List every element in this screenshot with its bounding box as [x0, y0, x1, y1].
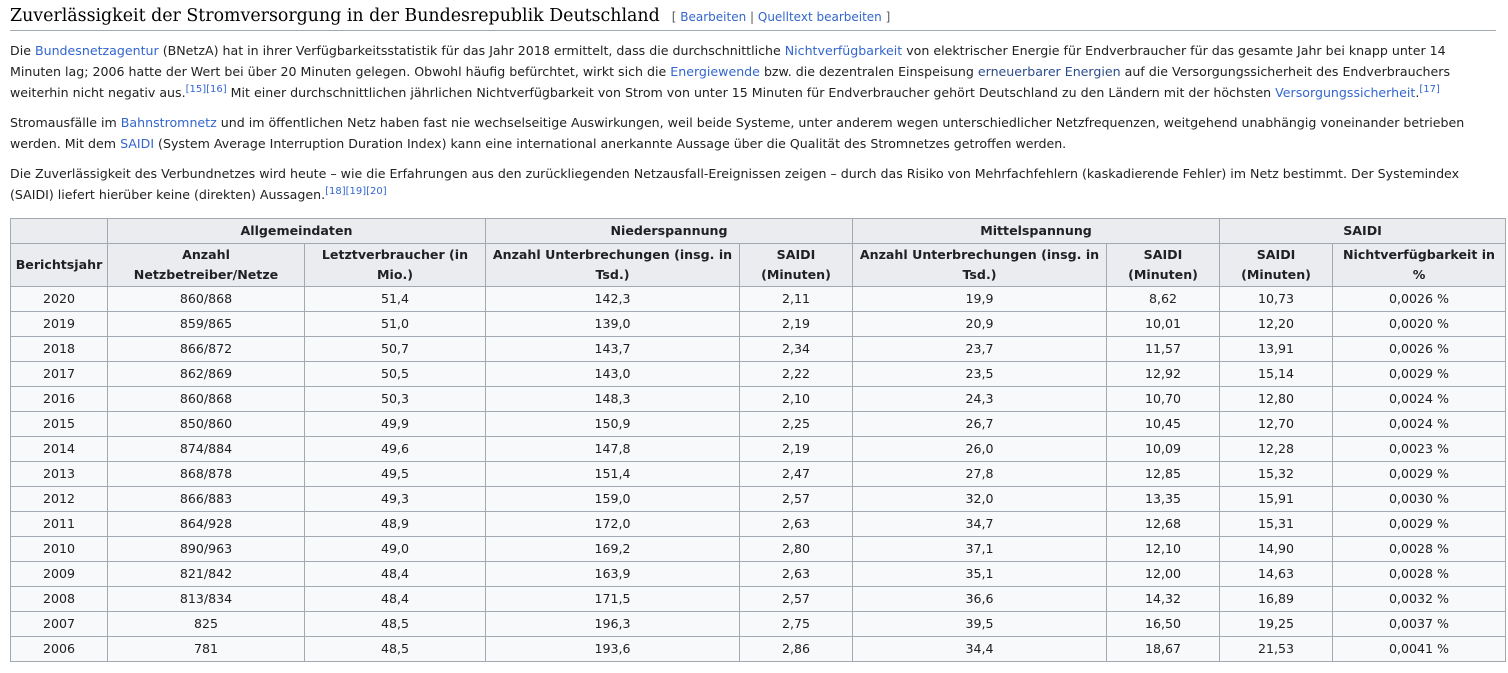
table-cell: 12,85: [1107, 462, 1220, 487]
ref-18[interactable]: [18]: [325, 185, 346, 197]
table-cell: 12,20: [1220, 312, 1333, 337]
table-cell: 0,0024 %: [1333, 412, 1506, 437]
table-cell: 860/868: [108, 387, 305, 412]
table-cell: 2014: [11, 437, 108, 462]
column-header: SAIDI (Minuten): [740, 244, 853, 287]
column-header: Anzahl Unterbrechungen (insg. in Tsd.): [853, 244, 1107, 287]
link-saidi[interactable]: SAIDI: [120, 136, 155, 151]
ref-17[interactable]: [17]: [1419, 83, 1440, 95]
ref-19[interactable]: [19]: [345, 185, 367, 197]
table-row: [11, 512, 1506, 537]
table-cell: 2017: [11, 362, 108, 387]
table-cell: 825: [108, 612, 305, 637]
table-cell: 15,91: [1220, 487, 1333, 512]
group-header-row: [11, 219, 1506, 244]
table-cell: 0,0029 %: [1333, 512, 1506, 537]
table-cell: 14,32: [1107, 587, 1220, 612]
table-cell: 48,5: [305, 612, 486, 637]
group-header: Allgemeindaten: [108, 219, 486, 244]
table-cell: 50,3: [305, 387, 486, 412]
table-cell: 48,4: [305, 587, 486, 612]
table-cell: 859/865: [108, 312, 305, 337]
table-cell: 12,00: [1107, 562, 1220, 587]
table-cell: 2016: [11, 387, 108, 412]
edit-separator: |: [746, 10, 758, 24]
section-heading: [10, 0, 1496, 31]
table-cell: 34,4: [853, 637, 1107, 662]
table-cell: 48,5: [305, 637, 486, 662]
p2-text-3: (System Average Interruption Duration Index) kann eine international anerkannte Aussage über die Qualität des Stromnetzes getroffen werden.: [154, 136, 1067, 151]
edit-bracket-close: ]: [881, 10, 891, 24]
edit-link[interactable]: Bearbeiten: [680, 10, 747, 24]
section-title: Zuverlässigkeit der Stromversorgung in der Bundesrepublik Deutschland: [10, 6, 660, 26]
table-cell: 2012: [11, 487, 108, 512]
table-cell: 10,73: [1220, 287, 1333, 312]
table-row: [11, 612, 1506, 637]
table-cell: 193,6: [486, 637, 740, 662]
table-cell: 2020: [11, 287, 108, 312]
table-cell: 0,0032 %: [1333, 587, 1506, 612]
table-cell: 142,3: [486, 287, 740, 312]
table-cell: 50,5: [305, 362, 486, 387]
table-cell: 813/834: [108, 587, 305, 612]
table-cell: 147,8: [486, 437, 740, 462]
table-row: [11, 362, 1506, 387]
table-cell: 15,14: [1220, 362, 1333, 387]
column-header: SAIDI (Minuten): [1107, 244, 1220, 287]
table-row: [11, 412, 1506, 437]
table-cell: 172,0: [486, 512, 740, 537]
table-cell: 27,8: [853, 462, 1107, 487]
link-bundesnetzagentur[interactable]: Bundesnetzagentur: [34, 43, 159, 58]
p2-text-1: Stromausfälle im: [10, 115, 121, 130]
table-cell: 13,35: [1107, 487, 1220, 512]
table-cell: 866/872: [108, 337, 305, 362]
table-cell: 148,3: [486, 387, 740, 412]
table-cell: 0,0026 %: [1333, 287, 1506, 312]
table-row: [11, 287, 1506, 312]
table-cell: 0,0030 %: [1333, 487, 1506, 512]
table-cell: 0,0026 %: [1333, 337, 1506, 362]
p1-text-3: von elektrischer Energie für Endverbraucher für das gesamte Jahr bei knapp unter 14 Minuten lag; 2006 hatte der Wert bei über 20 Minuten gelegen. Obwohl häufig befürchtet, wirkt sich die: [10, 43, 1446, 79]
link-nichtverfuegbarkeit[interactable]: Nichtverfügbarkeit: [784, 43, 903, 58]
table-cell: 12,70: [1220, 412, 1333, 437]
ref-16[interactable]: [16]: [206, 83, 227, 95]
table-row: [11, 487, 1506, 512]
table-cell: 8,62: [1107, 287, 1220, 312]
column-header: Anzahl Unterbrechungen (insg. in Tsd.): [486, 244, 740, 287]
table-cell: 2,86: [740, 637, 853, 662]
table-cell: 2013: [11, 462, 108, 487]
table-row: [11, 437, 1506, 462]
table-cell: 850/860: [108, 412, 305, 437]
column-header: Berichtsjahr: [11, 244, 108, 287]
table-cell: 15,32: [1220, 462, 1333, 487]
table-row: [11, 337, 1506, 362]
table-cell: 2,63: [740, 562, 853, 587]
column-header: SAIDI (Minuten): [1220, 244, 1333, 287]
table-cell: 48,4: [305, 562, 486, 587]
table-cell: 2,10: [740, 387, 853, 412]
table-cell: 10,01: [1107, 312, 1220, 337]
table-cell: 13,91: [1220, 337, 1333, 362]
table-row: [11, 562, 1506, 587]
table-cell: 12,92: [1107, 362, 1220, 387]
table-cell: 24,3: [853, 387, 1107, 412]
table-cell: 12,10: [1107, 537, 1220, 562]
table-cell: 0,0037 %: [1333, 612, 1506, 637]
table-cell: 0,0029 %: [1333, 362, 1506, 387]
table-row: [11, 587, 1506, 612]
table-cell: 19,25: [1220, 612, 1333, 637]
table-row: [11, 462, 1506, 487]
table-cell: 49,0: [305, 537, 486, 562]
table-cell: 23,5: [853, 362, 1107, 387]
table-cell: 864/928: [108, 512, 305, 537]
table-cell: 163,9: [486, 562, 740, 587]
table-cell: 16,50: [1107, 612, 1220, 637]
table-cell: 2,19: [740, 437, 853, 462]
table-cell: 2019: [11, 312, 108, 337]
table-cell: 12,68: [1107, 512, 1220, 537]
table-cell: 196,3: [486, 612, 740, 637]
table-cell: 16,89: [1220, 587, 1333, 612]
table-cell: 49,6: [305, 437, 486, 462]
edit-links: [672, 10, 891, 24]
table-cell: 2015: [11, 412, 108, 437]
table-cell: 10,70: [1107, 387, 1220, 412]
table-cell: 36,6: [853, 587, 1107, 612]
table-cell: 150,9: [486, 412, 740, 437]
table-cell: 2007: [11, 612, 108, 637]
table-cell: 2,63: [740, 512, 853, 537]
table-cell: 862/869: [108, 362, 305, 387]
column-header: Nichtverfügbarkeit in %: [1333, 244, 1506, 287]
table-cell: 143,7: [486, 337, 740, 362]
edit-source-link[interactable]: Quelltext bearbeiten: [757, 10, 882, 24]
table-cell: 2,57: [740, 487, 853, 512]
p1-text-2: (BNetzA) hat in ihrer Verfügbarkeitsstatistik für das Jahr 2018 ermittelt, dass die durchschnittliche: [158, 43, 785, 58]
group-header: Mittelspannung: [853, 219, 1220, 244]
column-header-row: [11, 244, 1506, 287]
table-cell: 48,9: [305, 512, 486, 537]
table-cell: 26,0: [853, 437, 1107, 462]
link-bahnstromnetz[interactable]: Bahnstromnetz: [120, 115, 217, 130]
table-cell: 20,9: [853, 312, 1107, 337]
table-cell: 2,34: [740, 337, 853, 362]
link-versorgungssicherheit[interactable]: Versorgungssicherheit: [1275, 85, 1416, 100]
link-erneuerbare-energien[interactable]: erneuerbarer Energien: [977, 64, 1121, 79]
table-body: [11, 287, 1506, 662]
table-cell: 2,47: [740, 462, 853, 487]
column-header: Anzahl Netzbetreiber/Netze: [108, 244, 305, 287]
table-cell: 2008: [11, 587, 108, 612]
table-cell: 34,7: [853, 512, 1107, 537]
paragraph-1: [10, 40, 1500, 103]
table-cell: 2,22: [740, 362, 853, 387]
table-cell: 0,0028 %: [1333, 562, 1506, 587]
table-cell: 2018: [11, 337, 108, 362]
table-cell: 26,7: [853, 412, 1107, 437]
table-cell: 868/878: [108, 462, 305, 487]
table-cell: 2,80: [740, 537, 853, 562]
table-cell: 2,25: [740, 412, 853, 437]
table-cell: 2010: [11, 537, 108, 562]
table-cell: 35,1: [853, 562, 1107, 587]
table-cell: 2011: [11, 512, 108, 537]
p2-text-2: und im öffentlichen Netz haben fast nie wechselseitige Auswirkungen, weil beide Systeme, unter anderem wegen unterschiedlicher Netzfrequenzen, weitgehend unabhängig voneinander betrieben werden. Mit dem: [10, 115, 1465, 151]
table-cell: 171,5: [486, 587, 740, 612]
table-cell: 0,0041 %: [1333, 637, 1506, 662]
table-cell: 12,28: [1220, 437, 1333, 462]
p1-text-7: .: [1415, 85, 1420, 100]
p1-text-4: bzw. die dezentralen Einspeisung: [759, 64, 978, 79]
table-cell: 49,5: [305, 462, 486, 487]
table-cell: 18,67: [1107, 637, 1220, 662]
p1-text-6: Mit einer durchschnittlichen jährlichen Nichtverfügbarkeit von Strom von unter 15 Minuten für Endverbraucher gehört Deutschland zu den Ländern mit der höchsten: [226, 85, 1276, 100]
table-cell: 15,31: [1220, 512, 1333, 537]
table-cell: 821/842: [108, 562, 305, 587]
reliability-table: [10, 218, 1506, 662]
p1-text-5: auf die Versorgungssicherheit des Endverbrauchers weiterhin nicht negativ aus.: [10, 64, 1451, 100]
table-cell: 32,0: [853, 487, 1107, 512]
group-header-empty: [11, 219, 108, 244]
table-cell: 159,0: [486, 487, 740, 512]
table-cell: 2,11: [740, 287, 853, 312]
table-cell: 10,45: [1107, 412, 1220, 437]
table-cell: 10,09: [1107, 437, 1220, 462]
table-cell: 0,0023 %: [1333, 437, 1506, 462]
table-cell: 0,0028 %: [1333, 537, 1506, 562]
table-cell: 21,53: [1220, 637, 1333, 662]
table-cell: 37,1: [853, 537, 1107, 562]
table-row: [11, 537, 1506, 562]
table-cell: 2009: [11, 562, 108, 587]
table-cell: 11,57: [1107, 337, 1220, 362]
table-cell: 0,0020 %: [1333, 312, 1506, 337]
table-cell: 2,75: [740, 612, 853, 637]
table-cell: 890/963: [108, 537, 305, 562]
p1-text-1: Die: [10, 43, 35, 58]
table-cell: 14,63: [1220, 562, 1333, 587]
column-header: Letztverbraucher (in Mio.): [305, 244, 486, 287]
table-cell: 874/884: [108, 437, 305, 462]
paragraph-2: [10, 112, 1500, 154]
table-cell: 50,7: [305, 337, 486, 362]
table-cell: 151,4: [486, 462, 740, 487]
table-cell: 139,0: [486, 312, 740, 337]
table-cell: 0,0029 %: [1333, 462, 1506, 487]
table-cell: 2,19: [740, 312, 853, 337]
table-cell: 0,0024 %: [1333, 387, 1506, 412]
table-cell: 19,9: [853, 287, 1107, 312]
edit-bracket-open: [: [671, 10, 681, 24]
ref-20[interactable]: [20]: [366, 185, 387, 197]
table-cell: 2,57: [740, 587, 853, 612]
table-row: [11, 637, 1506, 662]
p3-text-1: Die Zuverlässigkeit des Verbundnetzes wird heute – wie die Erfahrungen aus den zurückliegenden Netzausfall-Ereignissen zeigen – durch das Risiko von Mehrfachfehlern (kaskadierende Fehler) im Netz bestimmt. Der Systemindex (SAIDI) liefert hierüber keine (direkten) Aussagen.: [10, 166, 1460, 202]
table-cell: 860/868: [108, 287, 305, 312]
ref-15[interactable]: [15]: [185, 83, 207, 95]
table-cell: 51,0: [305, 312, 486, 337]
paragraph-3: [10, 163, 1500, 205]
table-cell: 2006: [11, 637, 108, 662]
table-cell: 49,9: [305, 412, 486, 437]
table-cell: 12,80: [1220, 387, 1333, 412]
table-cell: 14,90: [1220, 537, 1333, 562]
table-cell: 39,5: [853, 612, 1107, 637]
table-cell: 23,7: [853, 337, 1107, 362]
table-cell: 169,2: [486, 537, 740, 562]
table-row: [11, 387, 1506, 412]
group-header: Niederspannung: [486, 219, 853, 244]
table-row: [11, 312, 1506, 337]
link-energiewende[interactable]: Energiewende: [670, 64, 760, 79]
table-cell: 51,4: [305, 287, 486, 312]
table-cell: 49,3: [305, 487, 486, 512]
table-cell: 143,0: [486, 362, 740, 387]
table-cell: 866/883: [108, 487, 305, 512]
table-cell: 781: [108, 637, 305, 662]
group-header: SAIDI: [1220, 219, 1506, 244]
